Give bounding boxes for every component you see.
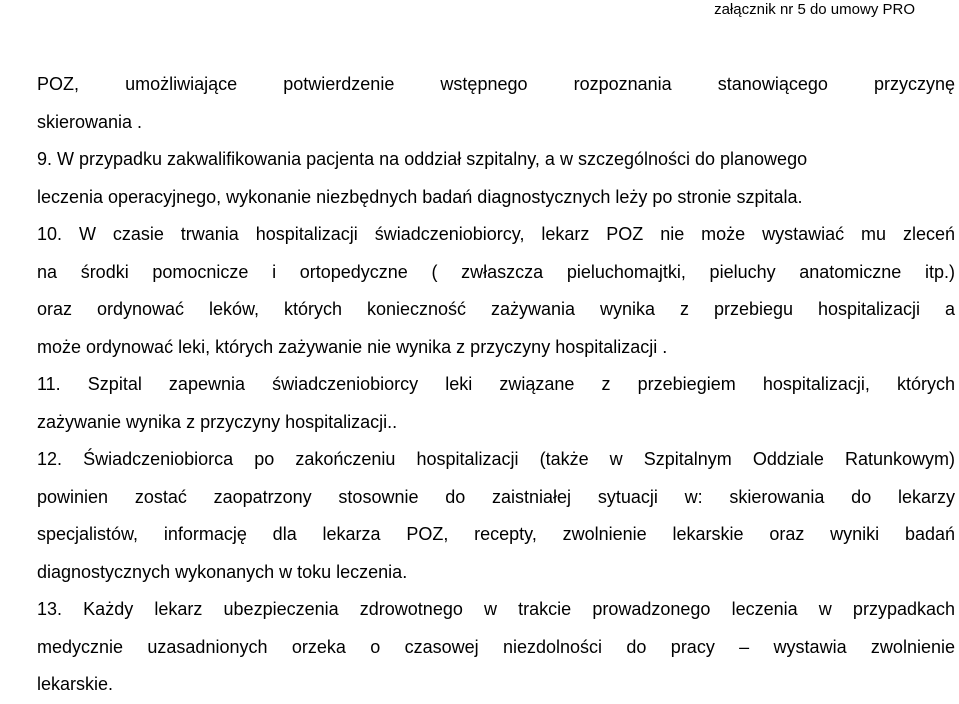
text-line: skierowania . xyxy=(37,111,143,132)
text-line: 12. Świadczeniobiorca po zakończeniu hospitalizacji (także w Szpitalnym Oddziale Ratunkowym) xyxy=(37,449,955,469)
text-line: powinien zostać zaopatrzony stosownie do zaistniałej sytuacji w: skierowania do lekarzy xyxy=(37,486,955,507)
text-line: leczenia operacyjnego, wykonanie niezbędnych badań diagnostycznych leży po stronie szpitala. xyxy=(37,186,803,207)
text-line: lekarskie. xyxy=(37,674,114,694)
text-line: 11. Szpital zapewnia świadczeniobiorcy leki związane z przebiegiem hospitalizacji, których xyxy=(37,374,955,394)
text-line: 13. Każdy lekarz ubezpieczenia zdrowotnego w trakcie prowadzonego leczenia w przypadkach xyxy=(37,599,955,619)
text-line: medycznie uzasadnionych orzeka o czasowej niezdolności do pracy – wystawia zwolnienie xyxy=(37,636,955,657)
text-line: POZ, umożliwiające potwierdzenie wstępnego rozpoznania stanowiącego przyczynę xyxy=(37,74,955,94)
text-line: oraz ordynować leków, których konieczność zażywania wynika z przebiegu hospitalizacji a xyxy=(37,299,955,319)
text-line: diagnostycznych wykonanych w toku leczenia. xyxy=(37,561,408,582)
attachment-header-note: załącznik nr 5 do umowy PRO xyxy=(714,1,915,18)
text-line: zażywanie wynika z przyczyny hospitalizacji.. xyxy=(37,411,398,432)
text-line: 10. W czasie trwania hospitalizacji świadczeniobiorcy, lekarz POZ nie może wystawiać mu zleceń xyxy=(37,224,955,244)
text-line: może ordynować leki, których zażywanie nie wynika z przyczyny hospitalizacji . xyxy=(37,336,668,357)
text-line: na środki pomocnicze i ortopedyczne ( zwłaszcza pieluchomajtki, pieluchy anatomiczne itp.) xyxy=(37,261,955,282)
text-line: specjalistów, informację dla lekarza POZ, recepty, zwolnienie lekarskie oraz wyniki badań xyxy=(37,524,955,544)
document-body xyxy=(37,66,955,704)
text-line: 9. W przypadku zakwalifikowania pacjenta na oddział szpitalny, a w szczególności do planowego xyxy=(37,149,808,169)
